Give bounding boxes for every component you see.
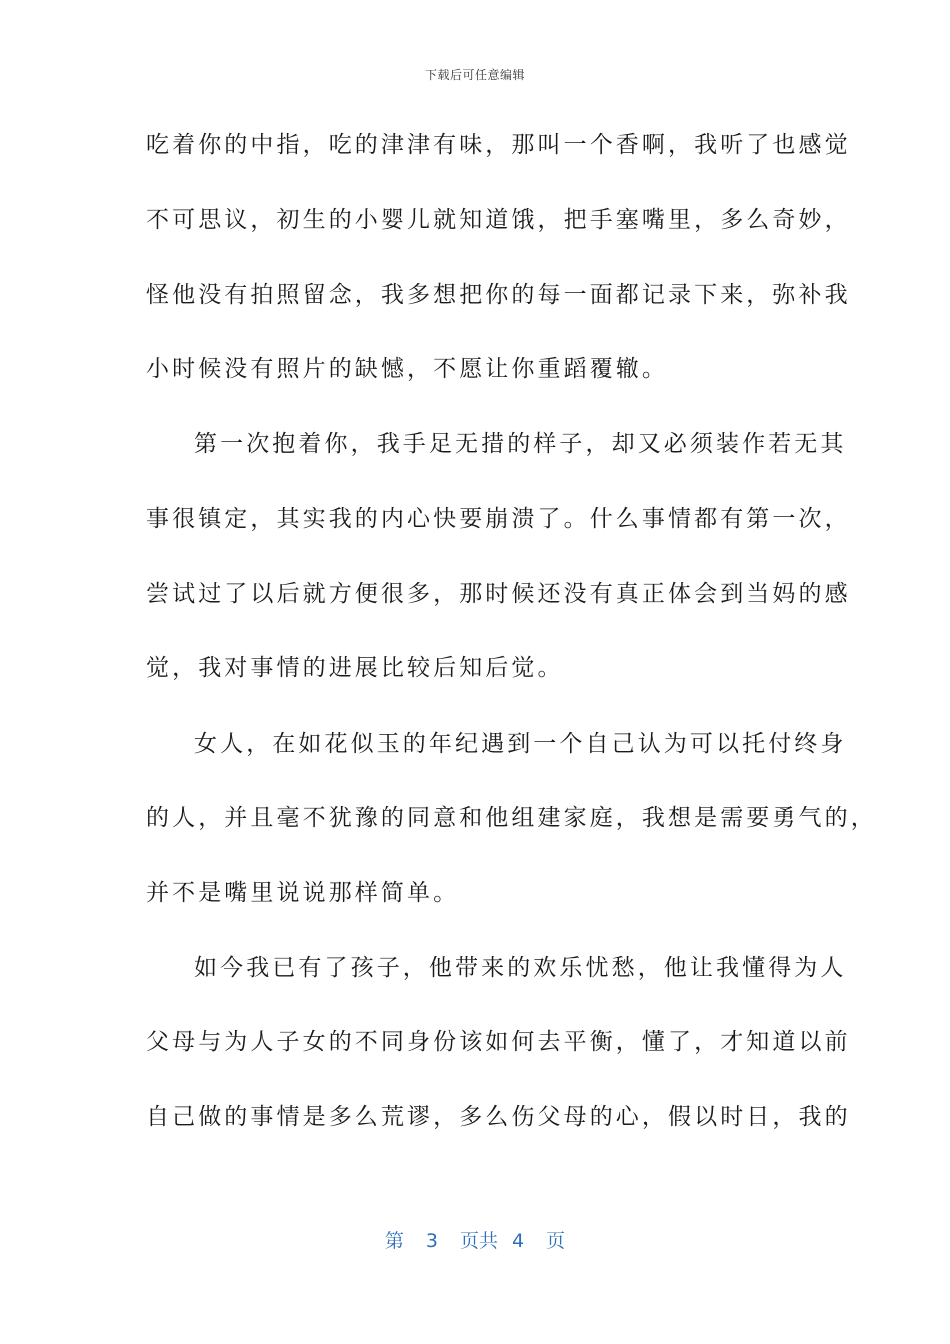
header-note: 下载后可任意编辑 — [424, 68, 525, 82]
text-line: 女人，在如花似玉的年纪遇到一个自己认为可以托付终身 — [194, 731, 847, 757]
text-line: 觉，我对事情的进展比较后知后觉。 — [146, 655, 564, 681]
text-line: 尝试过了以后就方便很多，那时候还没有真正体会到当妈的感 — [146, 581, 851, 607]
footer-suffix: 页 — [546, 1230, 566, 1252]
text-line: 自己做的事情是多么荒谬，多么伤父母的心，假以时日，我的 — [146, 1104, 851, 1130]
text-line: 的人，并且毫不犹豫的同意和他组建家庭，我想是需要勇气的， — [146, 805, 877, 831]
text-line: 如今我已有了孩子，他带来的欢乐忧愁，他让我懂得为人 — [194, 955, 847, 981]
text-line: 事很镇定，其实我的内心快要崩溃了。什么事情都有第一次， — [146, 506, 851, 532]
text-line: 吃着你的中指，吃的津津有味，那叫一个香啊，我听了也感觉 — [146, 132, 851, 158]
text-line: 不可思议，初生的小婴儿就知道饿，把手塞嘴里，多么奇妙， — [146, 207, 851, 233]
text-line: 第一次抱着你，我手足无措的样子，却又必须装作若无其 — [194, 431, 847, 457]
footer-middle: 页共 — [459, 1230, 498, 1252]
text-line: 怪他没有拍照留念，我多想把你的每一面都记录下来，弥补我 — [146, 282, 851, 308]
text-line: 并不是嘴里说说那样简单。 — [146, 880, 460, 906]
page-footer — [0, 1226, 950, 1253]
text-line: 小时候没有照片的缺憾，不愿让你重蹈覆辙。 — [146, 356, 668, 382]
text-line: 父母与为人子女的不同身份该如何去平衡，懂了，才知道以前 — [146, 1029, 851, 1055]
page-number: 3 — [425, 1230, 438, 1252]
footer-prefix: 第 — [384, 1230, 404, 1252]
page-total: 4 — [512, 1230, 525, 1252]
